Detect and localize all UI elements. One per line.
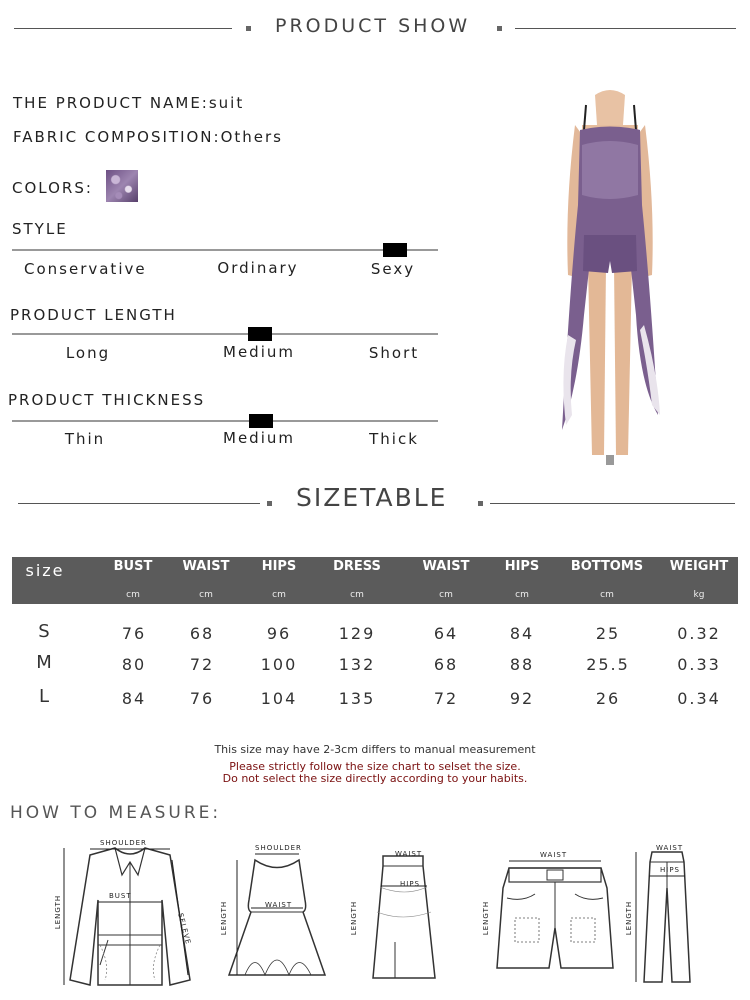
row-m-waist: 72 (189, 655, 215, 674)
row-m-hips: 100 (260, 655, 298, 674)
length-option-medium: Medium (223, 343, 295, 361)
row-s-hips: 96 (266, 624, 292, 643)
unit-dress: cm (350, 590, 364, 600)
pants-waist-label: WAIST (656, 844, 684, 852)
header-dot-right (497, 26, 502, 31)
unit-bust: cm (126, 590, 140, 600)
color-swatch[interactable] (106, 170, 138, 202)
dress-length-label: LENGTH (220, 900, 229, 936)
unit-bottoms: cm (600, 590, 614, 600)
length-marker (248, 327, 272, 341)
col-header-bottoms: BOTTOMS (570, 559, 644, 574)
thickness-scale-line (12, 420, 438, 422)
colors-label: COLORS: (12, 179, 93, 197)
header-rule-left (14, 28, 232, 29)
row-l-hips-2: 92 (509, 689, 535, 708)
jacket-length-label: LENGTH (54, 894, 63, 930)
row-l-size: L (38, 686, 52, 707)
shorts-length-label: LENGTH (482, 900, 491, 936)
row-s-hips-2: 84 (509, 624, 535, 643)
pants-length-label: LENGTH (625, 900, 634, 936)
jacket-shoulder-label: SHOULDER (100, 839, 147, 847)
header-rule-right (515, 28, 736, 29)
unit-hips: cm (272, 590, 286, 600)
skirt-waist-label: WAIST (395, 850, 423, 858)
fabric-composition (13, 128, 283, 146)
shorts-waist-label: WAIST (540, 851, 568, 859)
sizetable-title: SIZETABLE (296, 483, 448, 512)
style-title: STYLE (12, 220, 68, 238)
length-scale-line (12, 333, 438, 335)
col-header-size: size (25, 561, 65, 580)
row-s-weight: 0.32 (677, 624, 721, 643)
col-header-waist-2: WAIST (422, 559, 470, 574)
header-dot-left (246, 26, 251, 31)
unit-waist-2: cm (439, 590, 453, 600)
row-l-dress: 135 (338, 689, 376, 708)
thickness-title: PRODUCT THICKNESS (8, 391, 206, 409)
sizetable-dot-left (267, 501, 272, 506)
note-measurement: This size may have 2-3cm differs to manual measurement (214, 743, 536, 756)
col-header-bust: BUST (113, 559, 153, 574)
style-option-conservative: Conservative (24, 260, 147, 278)
thickness-option-thick: Thick (369, 430, 419, 448)
note-habits: Do not select the size directly according to your habits. (222, 772, 528, 785)
fabric-value: Others (220, 128, 283, 146)
row-l-waist: 76 (189, 689, 215, 708)
unit-waist: cm (199, 590, 213, 600)
jacket-bust-label: BUST (109, 892, 132, 900)
row-m-hips-2: 88 (509, 655, 535, 674)
length-option-short: Short (368, 344, 420, 362)
shorts-diagram (495, 858, 615, 973)
thickness-marker (249, 414, 273, 428)
skirt-length-label: LENGTH (350, 900, 359, 936)
col-header-waist: WAIST (182, 559, 230, 574)
col-header-hips: HIPS (261, 559, 297, 574)
thickness-option-medium: Medium (223, 429, 295, 447)
jacket-sleeve-label: SELEVE (176, 912, 193, 946)
dress-diagram (225, 850, 330, 985)
row-l-bust: 84 (121, 689, 147, 708)
row-s-size: S (38, 621, 52, 642)
row-m-size: M (36, 652, 54, 673)
length-title: PRODUCT LENGTH (10, 306, 177, 324)
length-option-long: Long (65, 344, 111, 362)
row-m-bust: 80 (121, 655, 147, 674)
sizetable-rule-right (490, 503, 735, 504)
row-l-bottoms: 26 (595, 689, 621, 708)
row-l-waist-2: 72 (433, 689, 459, 708)
note-follow-chart: Please strictly follow the size chart to selset the size. (229, 760, 521, 773)
fabric-label: FABRIC COMPOSITION: (13, 128, 221, 146)
style-scale-line (12, 249, 438, 251)
style-option-ordinary: Ordinary (217, 259, 299, 277)
sizetable-rule-left (18, 503, 260, 504)
product-photo (540, 85, 680, 470)
unit-weight: kg (693, 590, 705, 600)
row-l-weight: 0.34 (677, 689, 721, 708)
skirt-diagram (365, 852, 440, 984)
style-option-sexy: Sexy (370, 260, 416, 278)
row-s-dress: 129 (338, 624, 376, 643)
col-header-dress: DRESS (333, 559, 381, 574)
row-s-bottoms: 25 (595, 624, 621, 643)
style-marker (383, 243, 407, 257)
thickness-option-thin: Thin (64, 430, 106, 448)
col-header-hips-2: HIPS (504, 559, 540, 574)
col-header-weight: WEIGHT (669, 559, 729, 574)
pants-hips-label: HIPS (660, 866, 680, 874)
row-m-weight: 0.33 (677, 655, 721, 674)
skirt-hips-label: HIPS (400, 880, 420, 888)
row-s-bust: 76 (121, 624, 147, 643)
how-to-measure-title: HOW TO MEASURE: (10, 803, 222, 823)
product-name: THE PRODUCT NAME:suit (13, 94, 245, 112)
dress-shoulder-label: SHOULDER (255, 844, 302, 852)
row-l-hips: 104 (260, 689, 298, 708)
unit-hips-2: cm (515, 590, 529, 600)
sizetable-dot-right (478, 501, 483, 506)
dress-waist-label: WAIST (265, 901, 293, 909)
row-m-waist-2: 68 (433, 655, 459, 674)
row-s-waist-2: 64 (433, 624, 459, 643)
product-show-title: PRODUCT SHOW (275, 15, 471, 37)
row-m-dress: 132 (338, 655, 376, 674)
row-s-waist: 68 (189, 624, 215, 643)
row-m-bottoms: 25.5 (586, 655, 630, 674)
